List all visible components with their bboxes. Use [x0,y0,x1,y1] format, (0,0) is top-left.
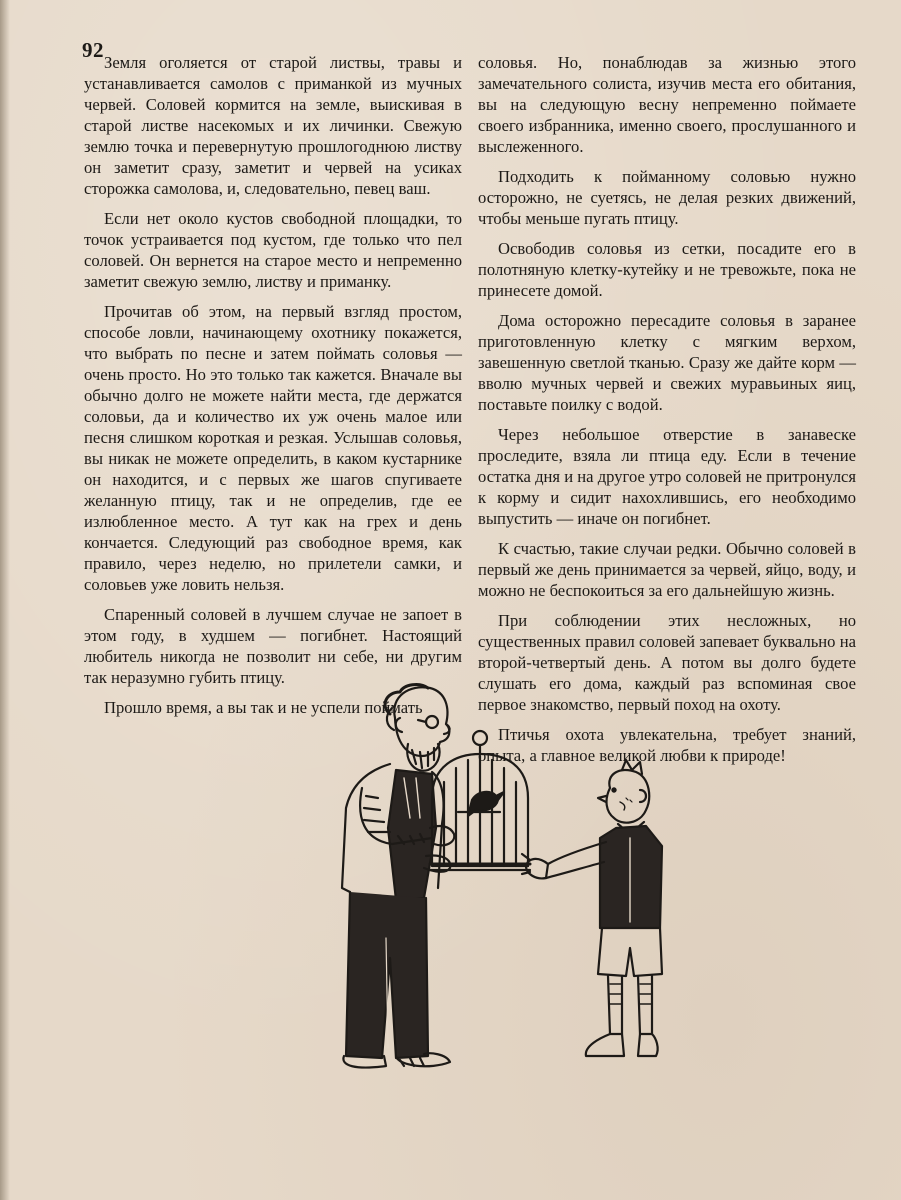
left-text-column [84,52,462,727]
right-paragraph-8: Птичья охота увлекательна, требует знаний, опыта, а главное великой любви к природе! [478,725,856,765]
left-paragraph-3: Прочитав об этом, на первый взгляд простом, способе ловли, начинающему охотнику покажется, что выбрать по песне и затем поймать соловья — очень просто. Но это только так кажется. Вначале вы обычно долго не можете найти места, где держатся соловьи, да и количество их уж очень малое или песня слишком короткая и резкая. Услышав соловья, вы никак не можете определить, в каком кустарнике он находится, и с первых же шагов спугиваете желанную птицу, так и не определив, где ее излюбленное место. А тут как на грех и день кончается. Следующий раз свободное время, как правило, через неделю, но прилетели самки, и соловьев уже ловить нельзя. [84,302,462,594]
right-paragraph-4: Дома осторожно пересадите соловья в заранее приготовленную клетку с мягким верхом, завешенную светлой тканью. Сразу же дайте корм — вволю мучных червей и свежих муравьиных яиц, поставьте поилку с водой. [478,311,856,414]
left-paragraph-5: Прошло время, а вы так и не успели поймать [104,698,423,717]
right-paragraph-5: Через небольшое отверстие в занавеске проследите, взяла ли птица еду. Если в течение остатка дня и на другое утро соловей не притронулся к корму и сидит нахохлившись, его необходимо выпустить — иначе он погибнет. [478,425,856,528]
right-paragraph-3: Освободив соловья из сетки, посадите его в полотняную клетку-кутейку и не тревожьте, пока не принесете домой. [478,239,856,300]
right-text-column [478,52,856,775]
left-paragraph-1: Земля оголяется от старой листвы, травы и устанавливается самолов с приманкой из мучных червей. Соловей кормится на земле, выискивая в старой листве насекомых и их личинки. Свежую землю точка и перевернутую прошлогоднюю листву он заметит сразу, заметит и червей на усиках сторожка самолова, и, следовательно, певец ваш. [84,53,462,198]
old-man-figure [342,685,454,1068]
right-paragraph-1: соловья. Но, понаблюдав за жизнью этого замечательного солиста, изучив места его обитания, вы на следующую весну непременно поймаете своего избранника, именно своего, прослушанного и выслеженного. [478,53,856,156]
right-paragraph-2: Подходить к пойманному соловью нужно осторожно, не суетясь, не делая резких движений, чтобы меньше пугать птицу. [478,167,856,228]
left-paragraph-4: Спаренный соловей в лучшем случае не запоет в этом году, в худшем — погибнет. Настоящий любитель никогда не позволит ни себе, ни другим так неразумно губить птицу. [84,605,462,687]
right-paragraph-7: При соблюдении этих несложных, но существенных правил соловей запевает буквально на второй-четвертый день. А потом вы долго будете слушать его дома, каждый раз вспоминая свое первое знакомство, первый поход на охоту. [478,611,856,714]
page-number: 92 [82,38,104,62]
illustration-man-boy-birdcage [300,678,690,1078]
birdcage [430,731,530,870]
page-spine-shadow [0,0,10,1200]
left-paragraph-2: Если нет около кустов свободной площадки, то точок устраивается под кустом, где только что пел соловей. Он вернется на старое место и непременно заметит свежую землю, листву и приманку. [84,209,462,291]
boy-figure [518,760,662,1056]
right-paragraph-6: К счастью, такие случаи редки. Обычно соловей в первый же день принимается за червей, яйцо, воду, и можно не беспокоиться за его дальнейшую жизнь. [478,539,856,600]
